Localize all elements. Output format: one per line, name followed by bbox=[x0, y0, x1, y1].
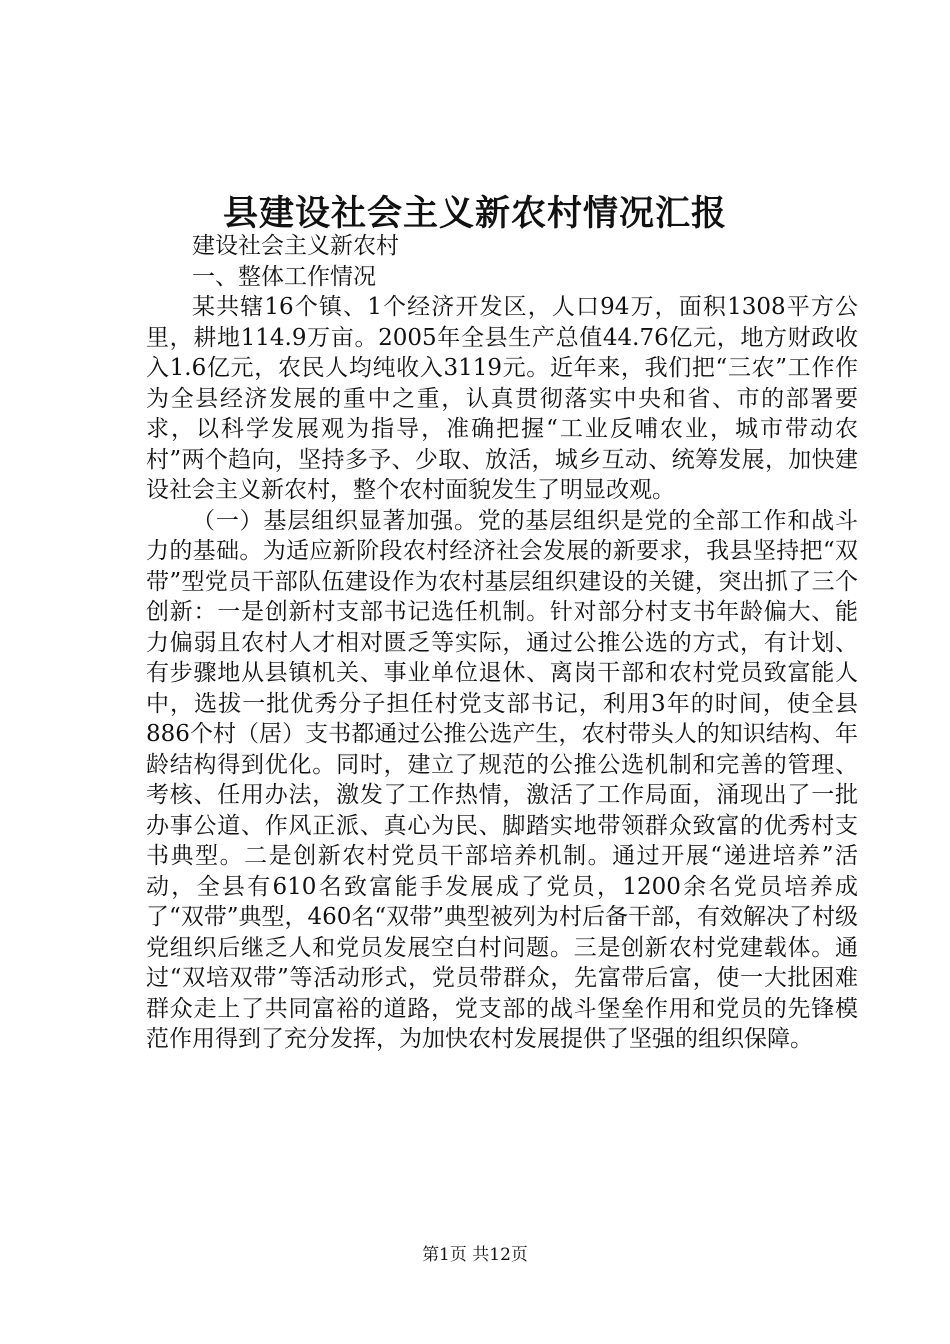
section-heading: 一、整体工作情况 bbox=[192, 263, 376, 290]
page-footer: 第1页 共12页 bbox=[422, 1245, 528, 1265]
paragraph-grassroots-organization: （一）基层组织显著加强。党的基层组织是党的全部工作和战斗力的基础。为适应新阶段农村经济社会发展的新要求，我县坚持把“双带”型党员干部队伍建设作为农村基层组织建设的关键，突出抓了三个创新：一是创新村支部书记选任机制。针对部分村支书年龄偏大、能力偏弱且农村人才相对匮乏等实际，通过公推公选的方式，有计划、有步骤地从县镇机关、事业单位退休、离岗干部和农村党员致富能人中，选拔一批优秀分子担任村党支部书记，利用3年的时间，使全县886个村（居）支书都通过公推公选产生，农村带头人的知识结构、年龄结构得到优化。同时，建立了规范的公推公选机制和完善的管理、考核、任用办法，激发了工作热情，激活了工作局面，涌现出了一批办事公道、作风正派、真心为民、脚踏实地带领群众致富的优秀村支书典型。二是创新农村党员干部培养机制。通过开展“递进培养”活动，全县有610名致富能手发展成了党员，1200余名党员培养成了“双带”典型，460名“双带”典型被列为村后备干部，有效解决了村级党组织后继乏人和党员发展空白村问题。三是创新农村党建载体。通过“双培双带”等活动形式，党员带群众，先富带后富，使一大批困难群众走上了共同富裕的道路，党支部的战斗堡垒作用和党员的先锋模范作用得到了充分发挥，为加快农村发展提供了坚强的组织保障。 bbox=[146, 507, 858, 1052]
subtitle: 建设社会主义新农村 bbox=[192, 233, 399, 259]
document-body bbox=[146, 231, 858, 1055]
document-title: 县建设社会主义新农村情况汇报 bbox=[222, 193, 727, 234]
paragraph-overview: 某共辖16个镇、1个经济开发区，人口94万，面积1308平方公里，耕地114.9万亩。2005年全县生产总值44.76亿元，地方财政收入1.6亿元，农民人均纯收入3119元。近年来，我们把“三农”工作作为全县经济发展的重中之重，认真贯彻落实中央和省、市的部署要求，以科学发展观为指导，准确把握“工业反哺农业，城市带动农村”两个趋向，坚持多予、少取、放活，城乡互动、统筹发展，加快建设社会主义新农村，整个农村面貌发生了明显改观。 bbox=[146, 294, 858, 503]
